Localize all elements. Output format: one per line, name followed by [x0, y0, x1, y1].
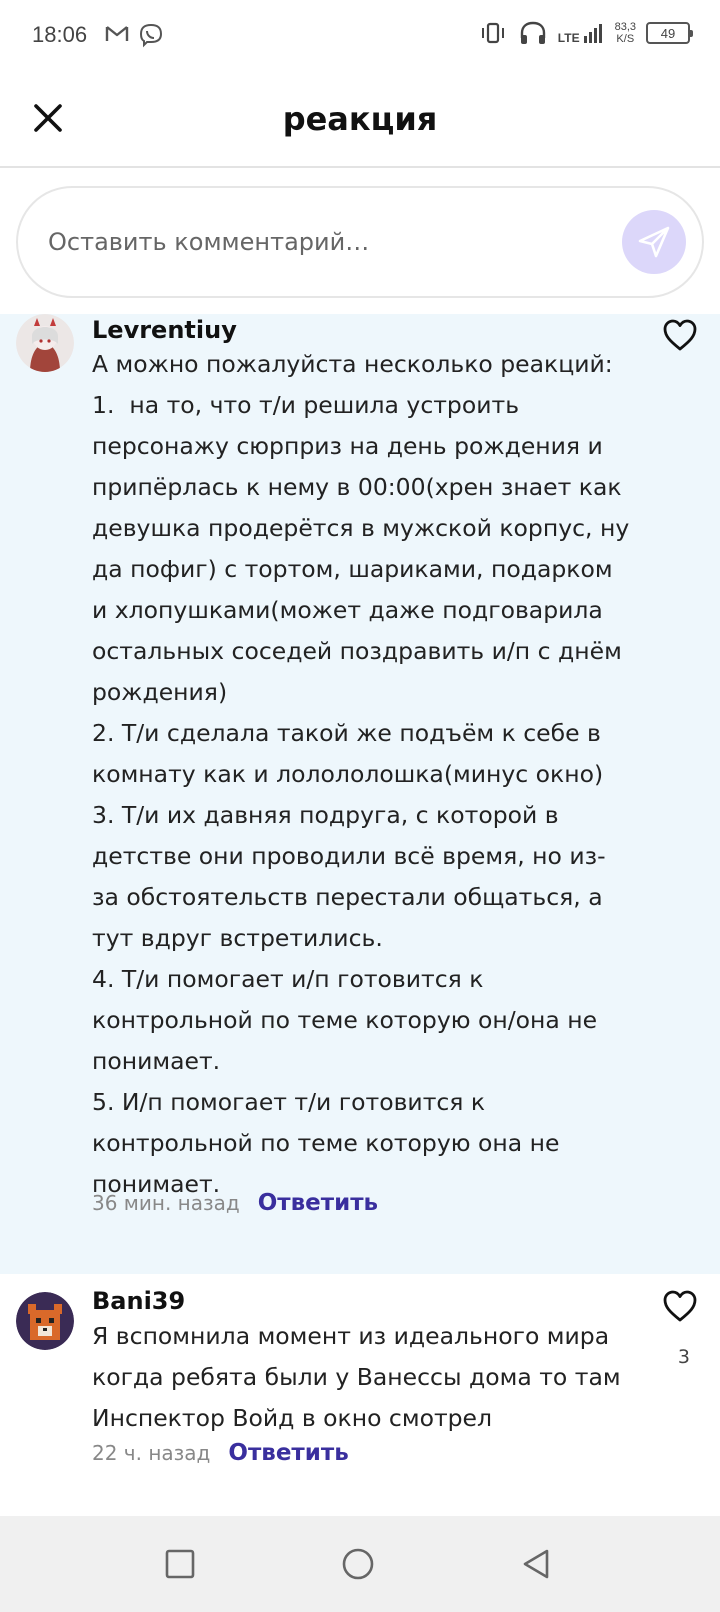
- network-speed: [615, 21, 636, 45]
- heart-icon[interactable]: [662, 1289, 698, 1323]
- square-icon: [164, 1548, 196, 1580]
- comment-time: 22 ч. назад: [92, 1441, 211, 1465]
- comment-username[interactable]: Levrentiuy: [92, 316, 237, 344]
- network-speed-value: 83,3: [614, 21, 636, 33]
- comment-time: 36 мин. назад: [92, 1191, 240, 1215]
- comment-meta: [92, 1190, 378, 1216]
- reply-button[interactable]: Ответить: [257, 1190, 379, 1216]
- battery-icon: [646, 22, 690, 44]
- gmail-icon: [104, 22, 130, 46]
- triangle-back-icon: [520, 1548, 552, 1580]
- headphones-icon: [518, 20, 548, 46]
- network-type: LTE: [557, 31, 580, 45]
- network-speed-unit: K/S: [616, 33, 635, 45]
- status-notification-icons: [104, 22, 164, 48]
- reply-button[interactable]: Ответить: [228, 1440, 349, 1466]
- circle-icon: [341, 1547, 375, 1581]
- system-nav-bar: [0, 1516, 720, 1612]
- header: [0, 72, 720, 168]
- status-time: 18:06: [32, 22, 88, 47]
- send-icon: [636, 224, 672, 260]
- home-button[interactable]: [340, 1546, 376, 1582]
- user-avatar-image: [16, 314, 74, 372]
- recent-apps-button[interactable]: [162, 1546, 198, 1582]
- signal-group: [558, 22, 605, 44]
- send-button[interactable]: [622, 210, 686, 274]
- comment-text: А можно пожалуйста несколько реакций: 1. на то, что т/и решила устроить персонажу сюрприз на день рождения и припёрлась к нему в 00:00(хрен знает как девушка продерётся в мужской корпус, ну да пофиг) с тортом, шариками, подарком и хлопушками(может даже подговарила остальных соседей поздравить и/п с днём рождения) 2. Т/и сделала такой же подъём к себе в комнату как и лолололошка(минус окно) 3. Т/и их давняя подруга, с которой в детстве они проводили всё время, но из-за обстоятельств перестали общаться, а тут вдруг встретились. 4. Т/и помогает и/п готовится к контрольной по теме которую он/она не понимает. 5. И/п помогает т/и готовится к контрольной по теме которую она не понимает.: [92, 350, 630, 1198]
- comment-item: [0, 314, 720, 1274]
- vibrate-icon: [478, 21, 508, 45]
- comment-input[interactable]: [48, 222, 608, 262]
- battery-level: 49: [660, 25, 676, 41]
- viber-icon: [138, 22, 164, 48]
- comment-input-container: [16, 186, 704, 298]
- comment-item: [0, 1287, 720, 1516]
- comment-text: Я вспомнила момент из идеального мира когда ребята были у Ванессы дома то там Инспектор Войд в окно смотрел: [92, 1322, 629, 1432]
- status-bar: [0, 0, 720, 72]
- heart-icon[interactable]: [662, 318, 698, 352]
- likes-count: 3: [677, 1346, 690, 1368]
- user-avatar-image: [16, 1292, 74, 1350]
- status-system-icons: [478, 20, 690, 46]
- comment-meta: [92, 1440, 349, 1466]
- comment-username[interactable]: Bani39: [92, 1287, 186, 1315]
- avatar[interactable]: [16, 1292, 74, 1350]
- page-title: реакция: [282, 100, 438, 138]
- back-button[interactable]: [518, 1546, 554, 1582]
- avatar[interactable]: [16, 314, 74, 372]
- signal-icon: [583, 22, 605, 44]
